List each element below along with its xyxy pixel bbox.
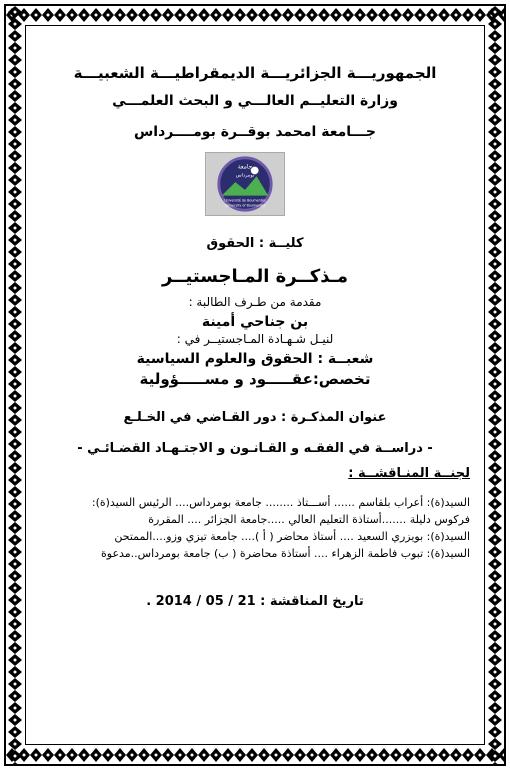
specialty-label: تخصص:عقـــــود و مســـــؤولية [139,370,371,388]
committee-heading: لجنــة المنـاقشــة : [348,466,470,481]
document-type-title: مـذكــرة المـاجستيــر [162,266,348,287]
thesis-title: عنوان المذكـرة : دور القـاضي في الخـلـع [123,410,387,425]
presented-by-label: مقدمة من طـرف الطالبة : [188,295,322,309]
logo-text-arabic-mid: بومرداس [235,173,255,179]
committee-member-3: السيد(ة): بويزري السعيد .... أستاذ محاضر ( أ ).... جامعة تيزي وزو....الممتحن [114,530,470,543]
logo-text-arabic-top: جامعة [237,164,253,171]
ministry-heading: وزارة التعليــم العالـــي و البحث العلمـــي [112,93,398,109]
thesis-subtitle: - دراســة في الفقـه و القـانـون و الاجتـهـاد القضـائـي - [77,441,433,456]
committee-member-1: السيد(ة): أعراب بلقاسم ...... أســـتاذ ........ جامعة بومرداس.... الرئيس السيد(ة): [91,496,470,509]
university-logo [205,152,285,216]
committee-member-2: فركوس دليلة .......أستاذة التعليم العالي .....جامعة الجزائر .... المقررة [148,513,470,526]
faculty-label: كليــة : الحقوق [206,236,304,251]
university-heading: جـــامعة امحمد بوقــرة بومــــرداس [133,124,376,140]
committee-member-4: السيد(ة): تبوب فاطمة الزهراء .... أستاذة محاضرة ( ب) جامعة بومرداس..مدعوة [101,547,470,560]
logo-text-english: University of Boumerdes [224,203,266,208]
decorative-border-left [6,6,24,764]
decorative-border-right [486,6,504,764]
student-name: بن جناحي أمينة [201,314,309,330]
degree-label: لنيـل شـهـادة المـاجستيــر في : [176,332,334,346]
defense-date: تاريخ المناقشة : 21 / 05 / 2014 . [146,594,364,609]
republic-heading: الجمهوريـــة الجزائريـــة الديمقراطيـــة الشعبيـــة [73,64,437,82]
branch-label: شعبــة : الحقوق والعلوم السياسية [136,351,374,367]
decorative-border-bottom [6,746,504,764]
logo-text-french: Université de Boumerdès [224,198,266,203]
decorative-border-top [6,6,504,24]
